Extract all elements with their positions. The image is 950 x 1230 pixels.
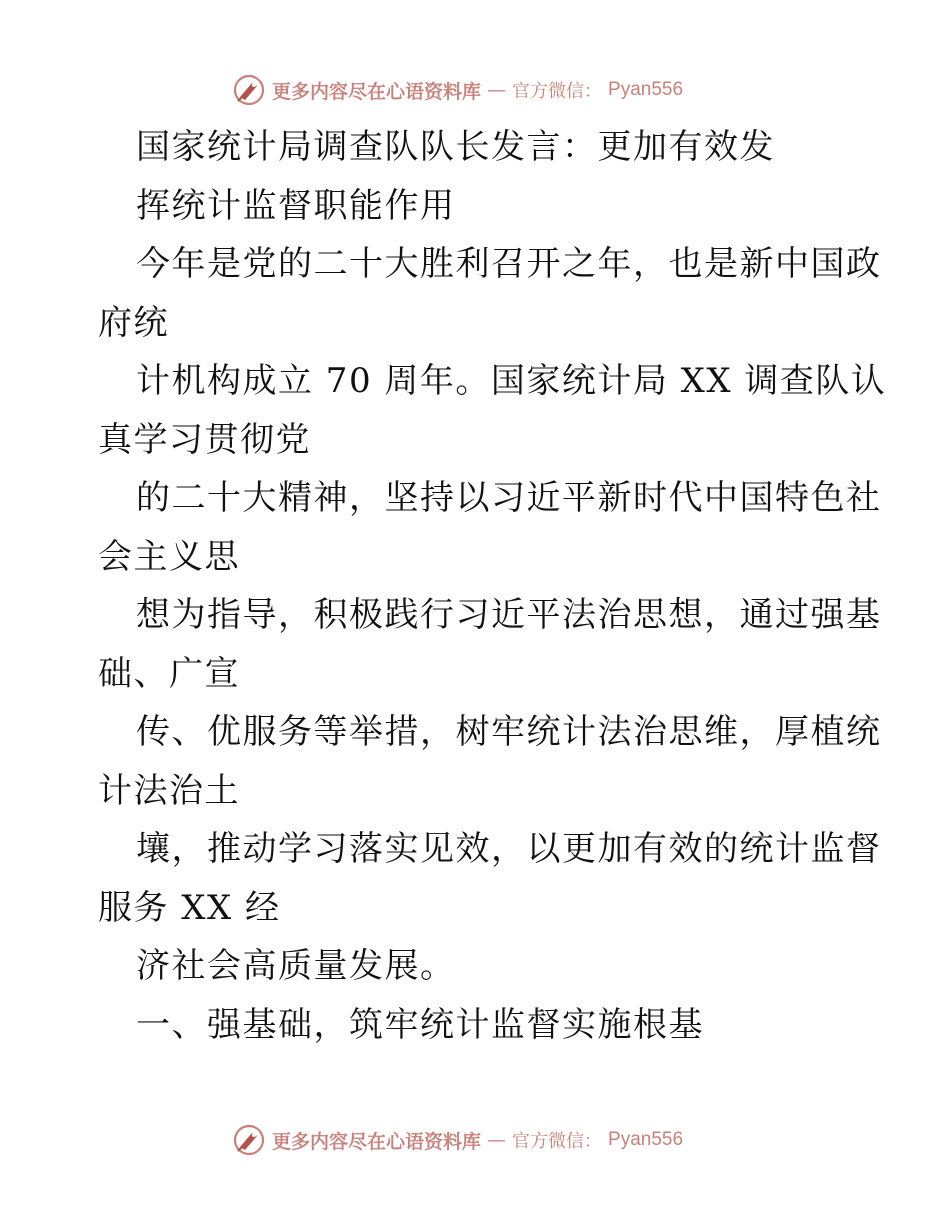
header-watermark: [232, 72, 683, 108]
watermark-wechat-id: Pyan556: [608, 79, 684, 100]
section-heading: 一、强基础，筑牢统计监督实施根基: [136, 1004, 704, 1045]
paragraph-line: 计机构成立 70 周年。国家统计局 XX 调查队认: [136, 361, 887, 401]
title-line-2: 挥统计监督职能作用: [136, 185, 456, 226]
paragraph-line: 的二十大精神，坚持以习近平新时代中国特色社: [136, 478, 882, 518]
document-body: [98, 118, 887, 1054]
paragraph-line: 济社会高质量发展。: [136, 946, 456, 986]
watermark-brand: 更多内容尽在心语资料库: [272, 1130, 482, 1153]
paragraph-line: 想为指导，积极践行习近平法治思想，通过强基: [136, 595, 882, 635]
watermark-separator: —: [487, 1129, 507, 1151]
watermark-wechat-label: 官方微信：: [512, 1131, 603, 1152]
paragraph-line: 真学习贯彻党: [98, 419, 311, 460]
paragraph-line: 计法治土: [98, 770, 240, 811]
watermark-wechat-id: Pyan556: [608, 1129, 684, 1150]
footer-watermark: [232, 1122, 683, 1158]
watermark-brand: 更多内容尽在心语资料库: [272, 80, 482, 103]
paragraph-line: 今年是党的二十大胜利召开之年，也是新中国政: [136, 244, 882, 284]
paragraph-line: 服务 XX 经: [98, 887, 281, 928]
paragraph-line: 础、广宣: [98, 653, 240, 694]
paragraph-line: 府统: [98, 302, 169, 343]
pen-nib-logo-icon: [232, 73, 266, 107]
paragraph-line: 壤，推动学习落实见效，以更加有效的统计监督: [136, 829, 882, 869]
paragraph-line: 会主义思: [98, 536, 240, 577]
watermark-separator: —: [487, 79, 507, 101]
pen-nib-logo-icon: [232, 1123, 266, 1157]
watermark-wechat-label: 官方微信：: [512, 81, 603, 102]
title-line-1: 国家统计局调查队队长发言：更加有效发: [136, 127, 775, 167]
paragraph-line: 传、优服务等举措，树牢统计法治思维，厚植统: [136, 712, 882, 752]
